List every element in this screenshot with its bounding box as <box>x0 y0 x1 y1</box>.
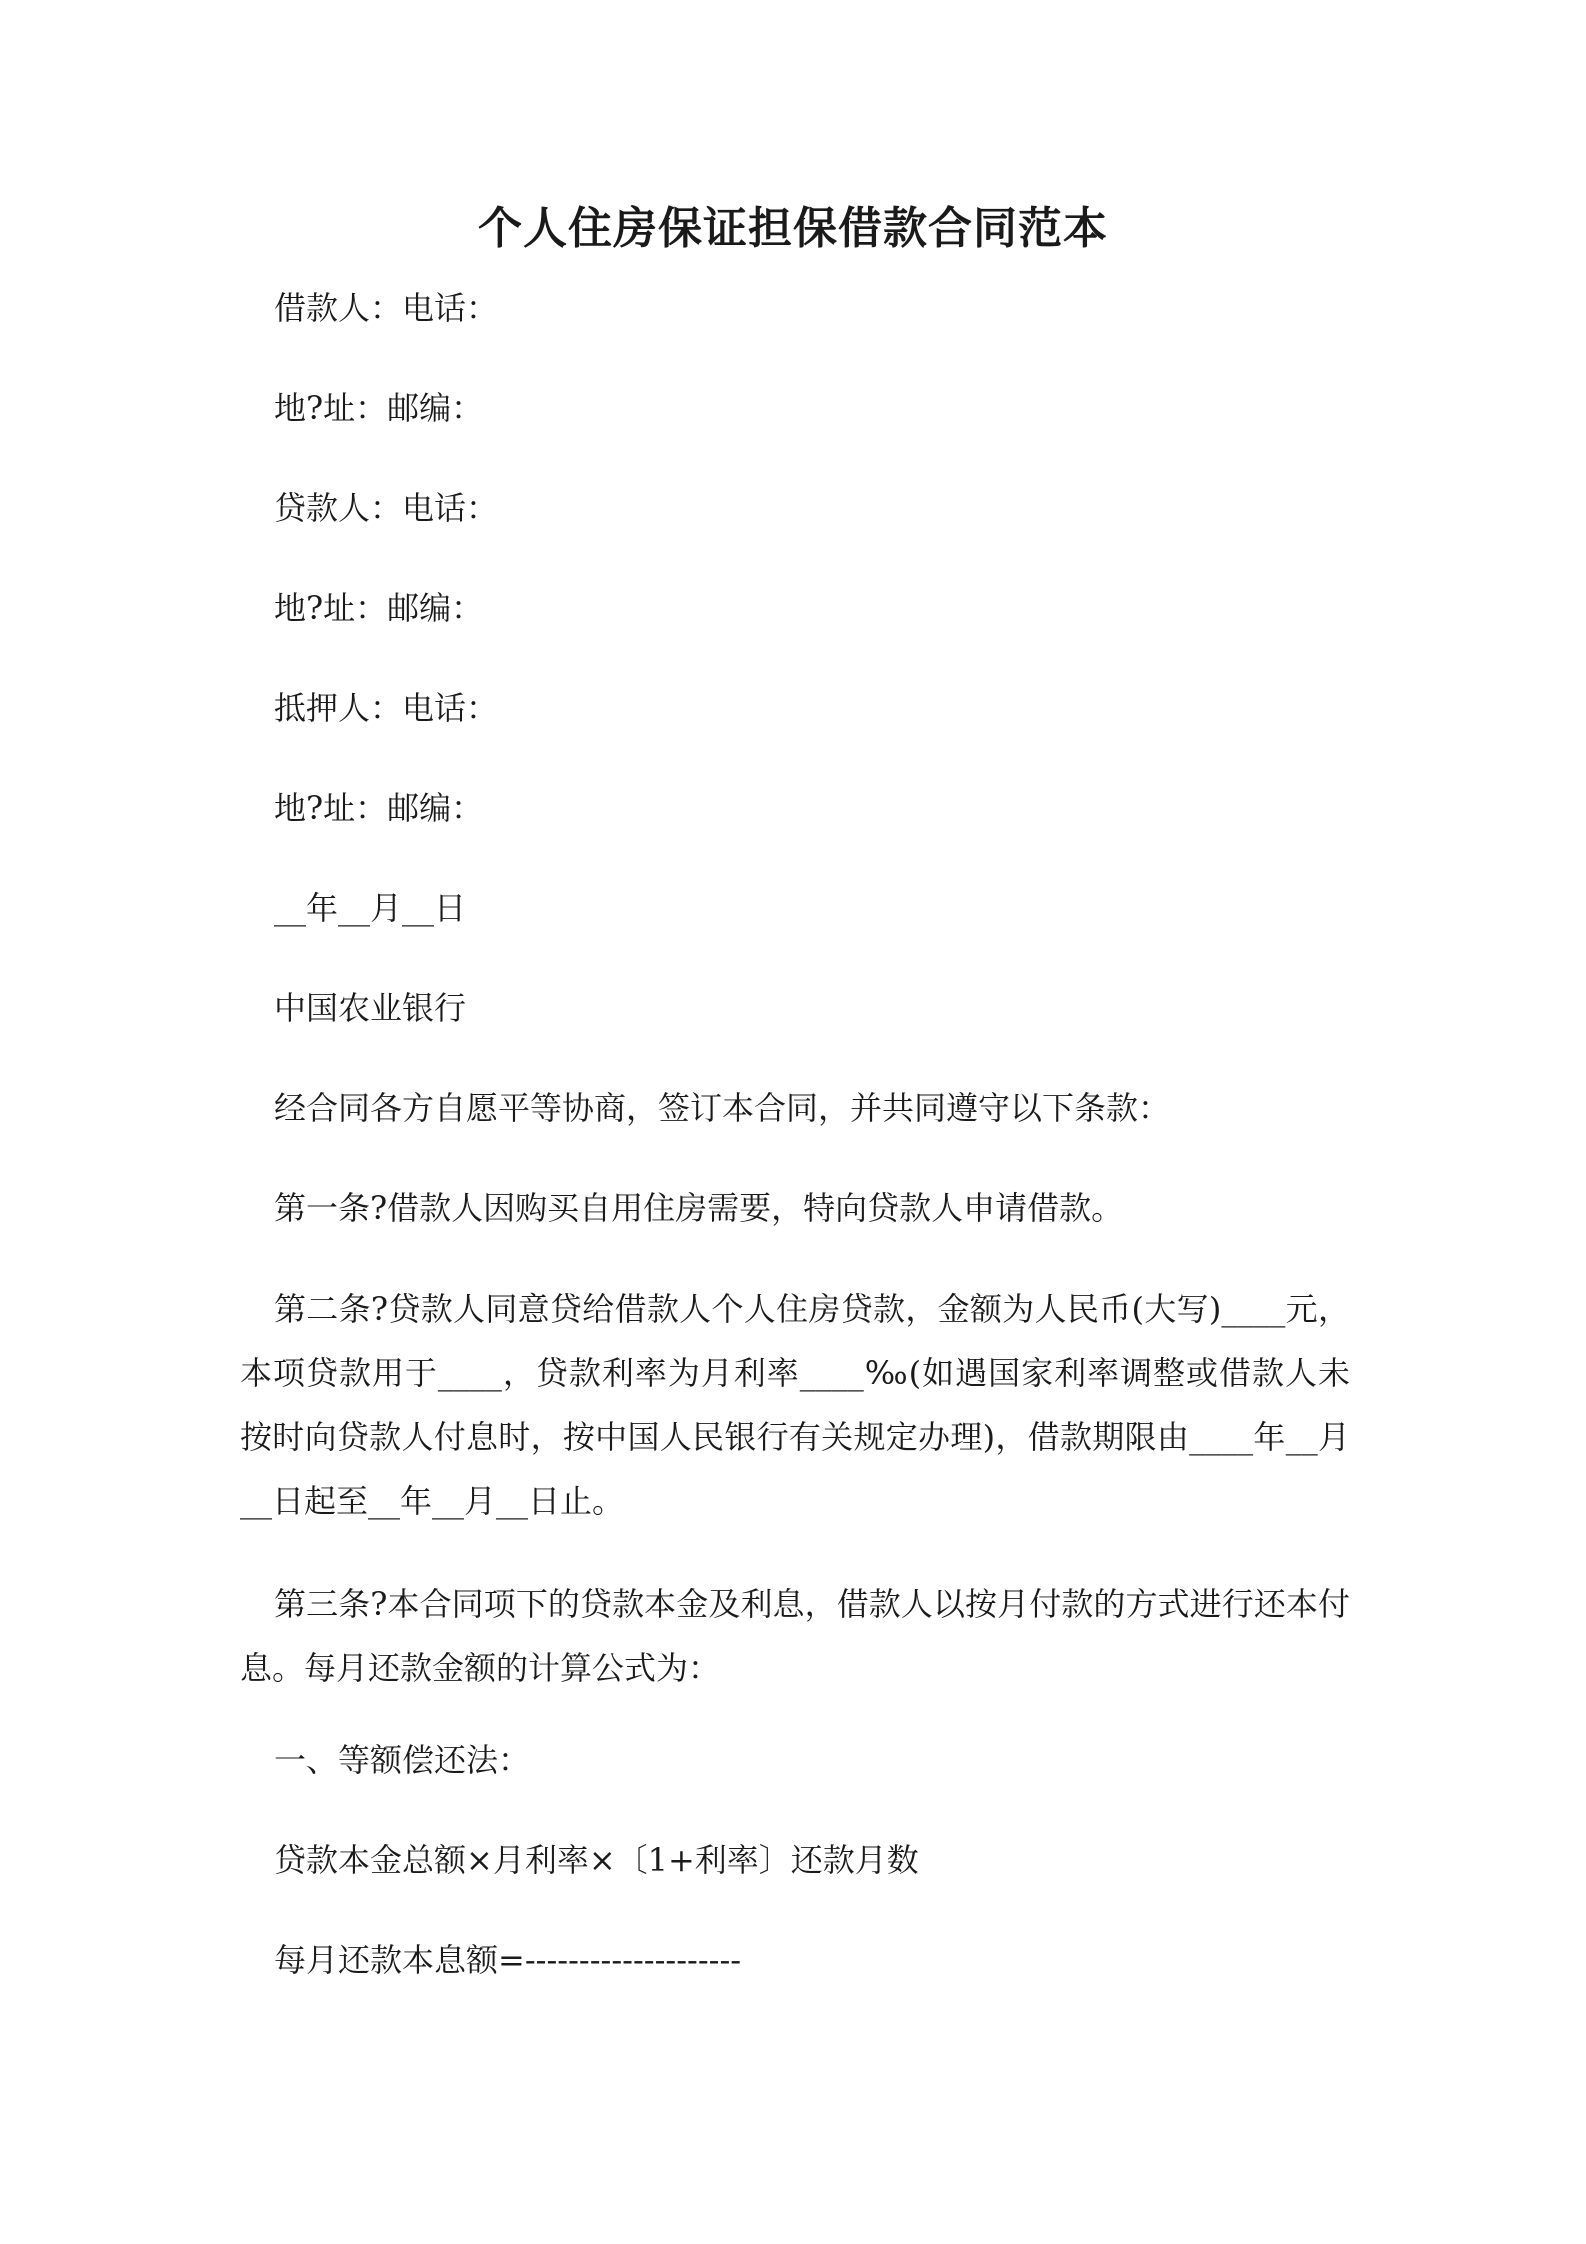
date-line: __年__月__日 <box>274 889 467 927</box>
borrower-line: 借款人：电话： <box>274 289 499 327</box>
bank-name: 中国农业银行 <box>274 989 467 1027</box>
method-1-heading: 一、等额偿还法： <box>274 1741 531 1779</box>
lender-address-line: 地?址：邮编： <box>274 589 484 627</box>
article-1: 第一条?借款人因购买自用住房需要，特向贷款人申请借款。 <box>274 1189 1124 1227</box>
article-3: 第三条?本合同项下的贷款本金及利息，借款人以按月付款的方式进行还本付息。每月还款金额的计算公式为： <box>240 1585 1350 1687</box>
formula-numerator: 贷款本金总额×月利率×〔1+利率〕还款月数 <box>274 1841 919 1879</box>
document-title: 个人住房保证担保借款合同范本 <box>478 203 1108 254</box>
mortgagor-address-line: 地?址：邮编： <box>274 789 484 827</box>
article-2: 第二条?贷款人同意贷给借款人个人住房贷款，金额为人民币(大写)____元，本项贷款用于____，贷款利率为月利率____‰(如遇国家利率调整或借款人未按时向贷款人付息时，按中国人民银行有关规定办理)，借款期限由____年__月__日起至__年__月__日止。 <box>240 1290 1350 1520</box>
formula-monthly-payment: 每月还款本息额=-------------------- <box>274 1941 742 1979</box>
borrower-address-line: 地?址：邮编： <box>274 389 484 427</box>
mortgagor-line: 抵押人：电话： <box>274 689 499 727</box>
lender-line: 贷款人：电话： <box>274 489 499 527</box>
preamble: 经合同各方自愿平等协商，签订本合同，并共同遵守以下条款： <box>274 1089 1171 1127</box>
